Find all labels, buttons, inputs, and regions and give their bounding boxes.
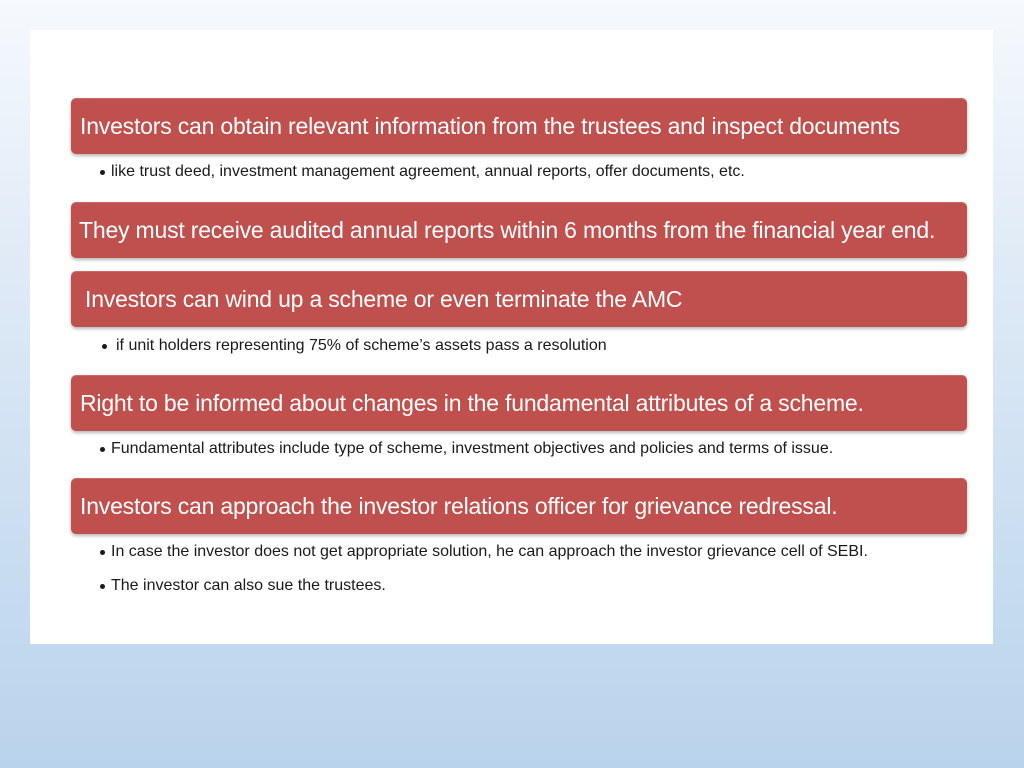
bullet-text: like trust deed, investment management agreement, annual reports, offer documents, etc. xyxy=(111,163,745,180)
bullet-text: The investor can also sue the trustees. xyxy=(111,577,386,594)
bullet-dot-icon xyxy=(100,584,105,589)
heading-bar-wind-up-scheme xyxy=(71,271,967,327)
heading-bar-obtain-information xyxy=(71,98,967,154)
heading-text: They must receive audited annual reports within 6 months from the financial year end. xyxy=(79,216,936,243)
heading-bar-audited-reports xyxy=(71,202,967,258)
bullet-item xyxy=(100,440,833,458)
bullet-dot-icon xyxy=(100,550,105,555)
bullet-item xyxy=(100,577,386,595)
bullet-item xyxy=(102,337,607,355)
heading-text: Investors can obtain relevant information from the trustees and inspect documents xyxy=(80,112,900,139)
bullet-dot-icon xyxy=(100,447,105,452)
heading-bar-grievance-redressal xyxy=(71,478,967,534)
bullet-dot-icon xyxy=(100,170,105,175)
bullet-text: if unit holders representing 75% of scheme’s assets pass a resolution xyxy=(116,337,607,354)
heading-text: Investors can approach the investor relations officer for grievance redressal. xyxy=(80,492,838,519)
bullet-text: In case the investor does not get appropriate solution, he can approach the investor grievance cell of SEBI. xyxy=(111,543,868,560)
heading-text: Investors can wind up a scheme or even terminate the AMC xyxy=(85,285,683,312)
bullet-dot-icon xyxy=(102,344,107,349)
bullet-text: Fundamental attributes include type of scheme, investment objectives and policies and terms of issue. xyxy=(111,440,834,457)
bullet-item xyxy=(100,163,745,181)
slide-panel xyxy=(30,30,993,644)
heading-text: Right to be informed about changes in the fundamental attributes of a scheme. xyxy=(80,389,864,416)
heading-bar-fundamental-attributes xyxy=(71,375,967,431)
bullet-item xyxy=(100,543,868,561)
